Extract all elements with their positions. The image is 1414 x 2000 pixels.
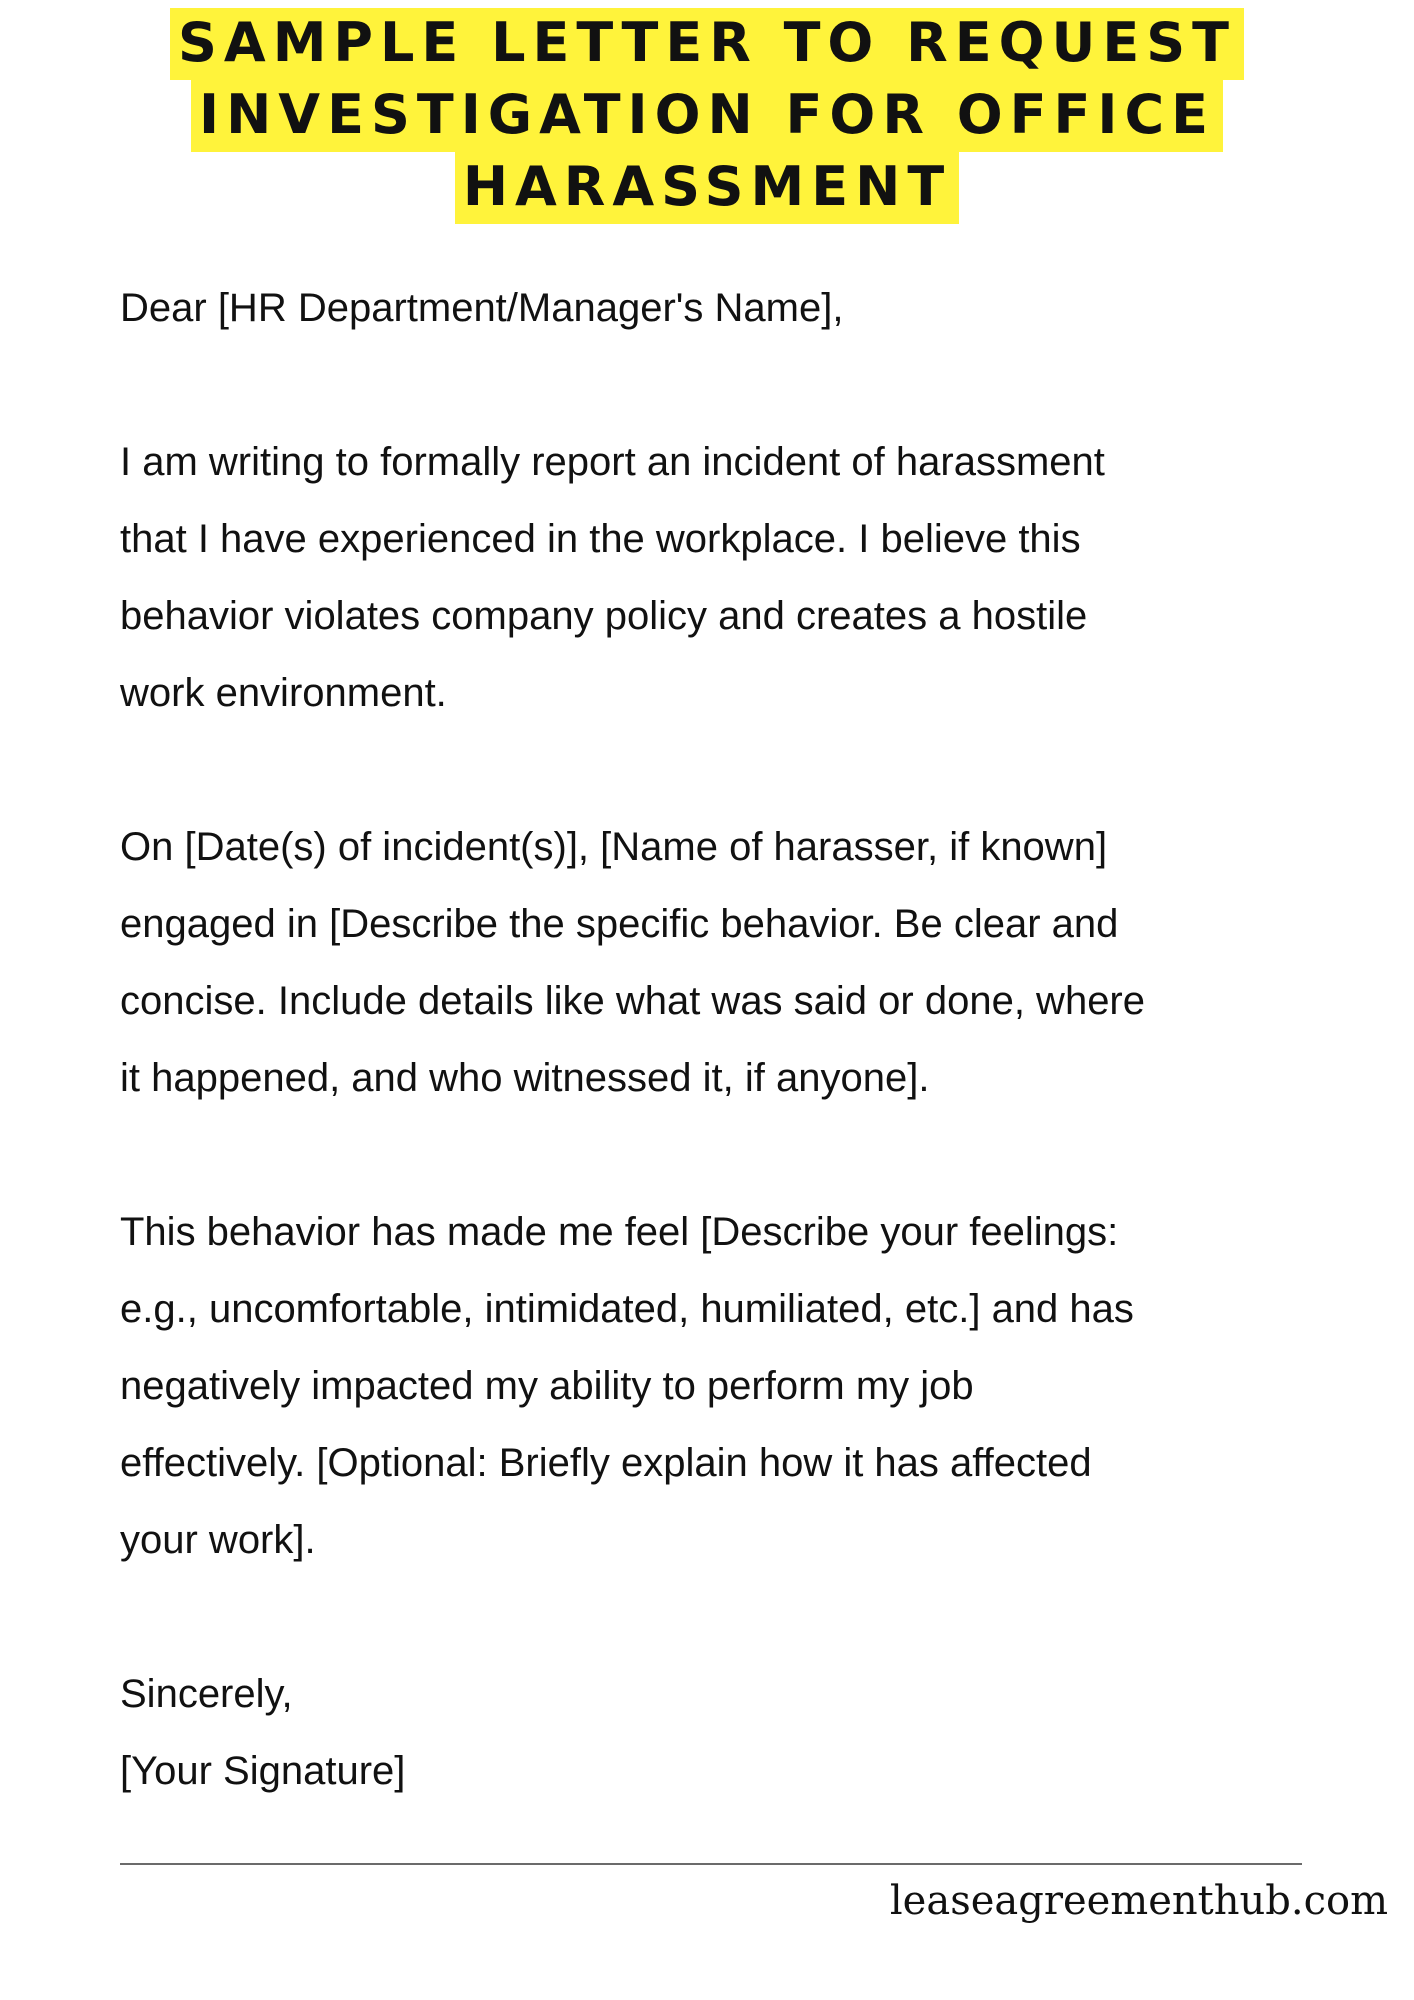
paragraph-gap [120,1579,1360,1656]
paragraph-incident [120,809,1360,1117]
signature-placeholder: [Your Signature] [120,1749,406,1793]
paragraph-gap [120,1117,1360,1194]
closing: Sincerely, [120,1672,293,1716]
paragraph-line: e.g., uncomfortable, intimidated, humiliated, etc.] and has [120,1287,1134,1331]
paragraph-line: behavior violates company policy and creates a hostile [120,594,1088,638]
paragraph-line: negatively impacted my ability to perform my job [120,1364,974,1408]
title-line-3: HARASSMENT [455,152,959,224]
document-title [0,8,1414,224]
title-line-1: SAMPLE LETTER TO REQUEST [170,8,1244,80]
paragraph-report [120,424,1360,732]
paragraph-line: your work]. [120,1518,316,1562]
paragraph-gap [120,732,1360,809]
paragraph-line: engaged in [Describe the specific behavior. Be clear and [120,902,1119,946]
paragraph-line: effectively. [Optional: Briefly explain how it has affected [120,1441,1092,1485]
paragraph-line: that I have experienced in the workplace. I believe this [120,517,1081,561]
title-line-2: INVESTIGATION FOR OFFICE [191,80,1223,152]
paragraph-line: I am writing to formally report an incident of harassment [120,440,1105,484]
paragraph-line: it happened, and who witnessed it, if anyone]. [120,1056,930,1100]
paragraph-line: On [Date(s) of incident(s)], [Name of harasser, if known] [120,825,1108,869]
paragraph-gap [120,347,1360,424]
paragraph-line: concise. Include details like what was said or done, where [120,979,1145,1023]
paragraph-line: work environment. [120,671,447,715]
footer-divider [120,1863,1302,1865]
letter-body [120,270,1360,1810]
paragraph-line: This behavior has made me feel [Describe your feelings: [120,1210,1119,1254]
paragraph-impact [120,1194,1360,1579]
salutation: Dear [HR Department/Manager's Name], [120,286,844,330]
footer-website: leaseagreementhub.com [889,1878,1388,1924]
